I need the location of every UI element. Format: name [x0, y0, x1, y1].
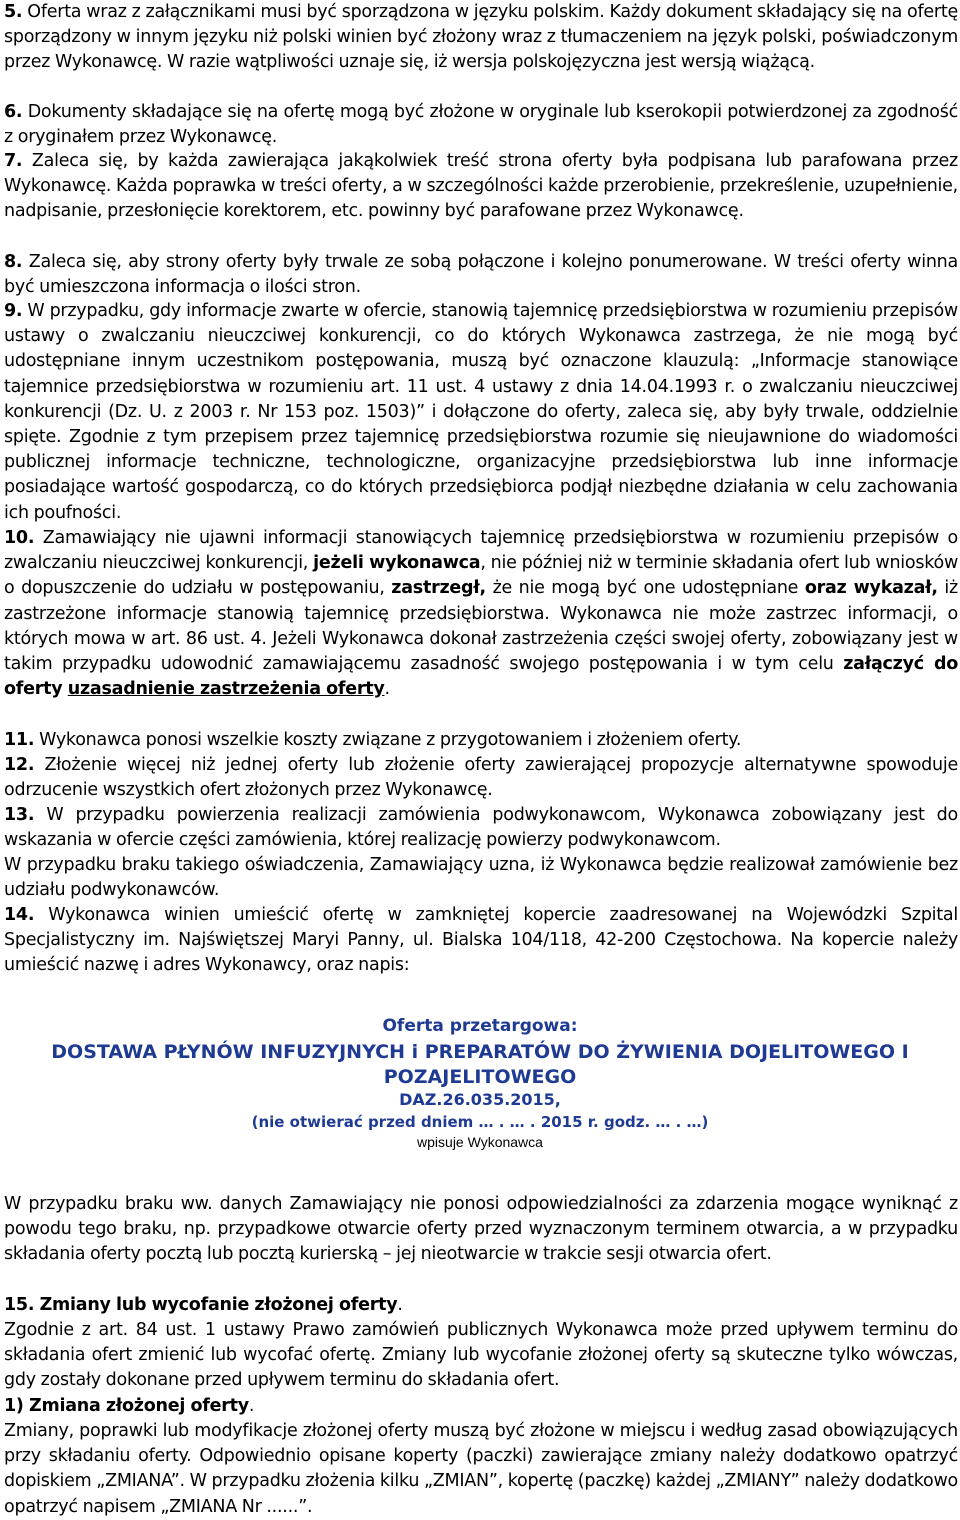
envelope-reference: DAZ.26.035.2015, — [399, 1090, 561, 1109]
section-text: Zaleca się, by każda zawierająca jakąkolwiek treść strona oferty była podpisana lub parafowana przez Wykonawcę. Każda poprawka w treści oferty, a w szczególności każde przerobienie, przekreślenie, uzupełnienie, nadpisanie, przesłonięcie korektorem, etc. powinny być parafowane przez Wykonawcę. — [4, 151, 958, 222]
section-15-title — [4, 1293, 958, 1318]
subsection-1-text — [4, 1419, 958, 1520]
section-text: iż zastrzeżone informacje stanowią tajemnicę przedsiębiorstwa. Wykonawca nie może zastrzec informacji, o których mowa w art. 86 ust. 4. Jeżeli Wykonawca dokonał zastrzeżenia części swojej oferty, zobowiązany jest w takim przypadku udowodnić zamawiającemu zasadność swojego postępowania i w tym celu — [4, 578, 958, 675]
section-7 — [4, 149, 958, 225]
section-number: 14. — [4, 905, 35, 925]
subsection-1-title — [4, 1394, 958, 1419]
section-number: 12. — [4, 755, 35, 775]
section-text: W przypadku powierzenia realizacji zamówienia podwykonawcom, Wykonawca zobowiązany jest do wskazania w ofercie części zamówienia, której realizację powierzy podwykonawcom. — [4, 805, 958, 851]
section-text: . — [384, 679, 390, 700]
section-text: , nie później niż w terminie składania ofert lub wniosków o dopuszczenie do udziału w postępowaniu, — [4, 553, 959, 599]
section-text: W przypadku, gdy informacje zwarte w ofercie, stanowią tajemnicę przedsiębiorstwa w rozumieniu przepisów ustawy o zwalczaniu nieuczciwej konkurencji, co do których Wykonawca zastrzega, że nie mogą być udostępniane innym uczestnikom postępowania, muszą być oznaczone klauzulą: „Informacje stanowiące tajemnice przedsiębiorstwa w rozumieniu art. 11 ust. 4 ustawy z dnia 14.04.1993 r. o zwalczaniu nieuczciwej konkurencji (Dz. U. z 2003 r. Nr 153 poz. 1503)” i dołączone do oferty, zaleca się, aby były trwale, oddzielnie spięte. Zgodnie z tym przepisem przez tajemnicę przedsiębiorstwa rozumie się nieujawnione do wiadomości publicznej informacje techniczne, technologiczne, organizacyjne przedsiębiorstwa lub inne informacje posiadające wartość gospodarczą, co do których przedsiębiorca podjął niezbędne działania w celu zachowania ich poufności. — [4, 301, 958, 523]
section-number: 9. — [4, 301, 23, 321]
section-8 — [4, 250, 958, 300]
after-envelope-paragraph — [4, 1192, 958, 1268]
heading-dot: . — [397, 1295, 403, 1315]
section-12 — [4, 753, 958, 803]
section-text: Zmiany, poprawki lub modyfikacje złożonej oferty muszą być złożone w miejscu i według zasad obowiązujących przy składaniu oferty. Odpowiednio opisane koperty (paczki) zawierające zmiany należy dodatkowo opatrzyć dopiskiem „ZMIANA”. W przypadku złożenia kilku „ZMIAN”, kopertę (paczkę) każdej „ZMIANY” należy dodatkowo opatrzyć napisem „ZMIANA Nr ......”. — [4, 1421, 958, 1517]
section-text: Wykonawca ponosi wszelkie koszty związane z przygotowaniem i złożeniem oferty. — [34, 730, 742, 750]
bold-phrase: jeżeli wykonawca — [313, 553, 481, 574]
section-number: 11. — [4, 730, 35, 750]
section-text: Zamawiający nie ujawni informacji stanowiących tajemnicę przedsiębiorstwa w rozumieniu przepisów o zwalczaniu nieuczciwej konkurencji, — [4, 528, 958, 574]
section-text: Dokumenty składające się na ofertę mogą być złożone w oryginale lub kserokopii potwierdzonej za zgodność z oryginałem przez Wykonawcę. — [4, 102, 958, 148]
section-number: 5. — [4, 2, 23, 22]
section-text: że nie mogą być one udostępniane — [485, 578, 805, 599]
section-heading: 15. Zmiany lub wycofanie złożonej oferty — [4, 1295, 398, 1315]
bold-phrase: oraz wykazał, — [804, 578, 938, 599]
bold-underlined-phrase: uzasadnienie zastrzeżenia oferty — [67, 679, 385, 700]
section-13 — [4, 803, 958, 853]
section-10 — [4, 526, 958, 702]
subsection-heading: 1) Zmiana złożonej oferty — [4, 1396, 249, 1416]
section-14 — [4, 903, 958, 979]
section-text: Zaleca się, aby strony oferty były trwale ze sobą połączone i kolejno ponumerowane. W treści oferty winna być umieszczona informacja o ilości stron. — [4, 252, 958, 298]
section-text: Złożenie więcej niż jednej oferty lub złożenie oferty zawierającej propozycje alternatywne spowoduje odrzucenie wszystkich ofert złożonych przez Wykonawcę. — [4, 755, 958, 801]
section-number: 13. — [4, 805, 35, 825]
section-text: W przypadku braku ww. danych Zamawiający nie ponosi odpowiedzialności za zdarzenia mogące wyniknąć z powodu tego braku, np. przypadkowe otwarcie oferty przed wyznaczonym terminem otwarcia, a w przypadku składania oferty pocztą lub pocztą kurierską – jej nieotwarcie w trakcie sesji otwarcia ofert. — [4, 1194, 958, 1265]
section-5 — [4, 0, 958, 76]
section-number: 6. — [4, 102, 23, 122]
envelope-filled-by-contractor: wpisuje Wykonawca — [417, 1134, 543, 1150]
section-number: 8. — [4, 252, 23, 272]
section-number: 7. — [4, 151, 23, 171]
envelope-subject: DOSTAWA PŁYNÓW INFUZYJNYCH i PREPARATÓW DO ŻYWIENIA DOJELITOWEGO I POZAJELITOWEGO — [51, 1041, 909, 1088]
section-text: W przypadku braku takiego oświadczenia, Zamawiający uzna, iż Wykonawca będzie realizował zamówienie bez udziału podwykonawców. — [4, 855, 958, 901]
section-6 — [4, 100, 958, 150]
section-text: Wykonawca winien umieścić ofertę w zamkniętej kopercie zaadresowanej na Wojewódzki Szpital Specjalistyczny im. Najświętszej Maryi Panny, ul. Bialska 104/118, 42-200 Częstochowa. Na kopercie należy umieścić nazwę i adres Wykonawcy, oraz napis: — [4, 905, 958, 976]
bold-phrase: zastrzegł, — [391, 578, 486, 599]
section-text: Oferta wraz z załącznikami musi być sporządzona w języku polskim. Każdy dokument składający się na ofertę sporządzony w innym języku niż polski winien być złożony wraz z tłumaczeniem na język polski, poświadczonym przez Wykonawcę. W razie wątpliwości uznaje się, iż wersja polskojęzyczna jest wersją wiążącą. — [4, 2, 958, 73]
envelope-do-not-open: (nie otwierać przed dniem … . … . 2015 r. godz. … . …) — [251, 1113, 709, 1131]
bold-phrase: załączyć do oferty — [4, 654, 959, 700]
section-text: Zgodnie z art. 84 ust. 1 ustawy Prawo zamówień publicznych Wykonawca może przed upływem terminu do składania ofert zmienić lub wycofać ofertę. Zmiany lub wycofanie złożonej oferty są skuteczne tylko wówczas, gdy zostały dokonane przed upływem terminu do składania ofert. — [4, 1320, 958, 1391]
envelope-heading: Oferta przetargowa: — [382, 1016, 578, 1036]
section-13-continuation — [4, 853, 958, 903]
section-number: 10. — [4, 528, 35, 548]
heading-dot: . — [248, 1396, 255, 1416]
section-15-text — [4, 1318, 958, 1394]
section-11 — [4, 728, 958, 753]
section-9 — [4, 299, 958, 526]
